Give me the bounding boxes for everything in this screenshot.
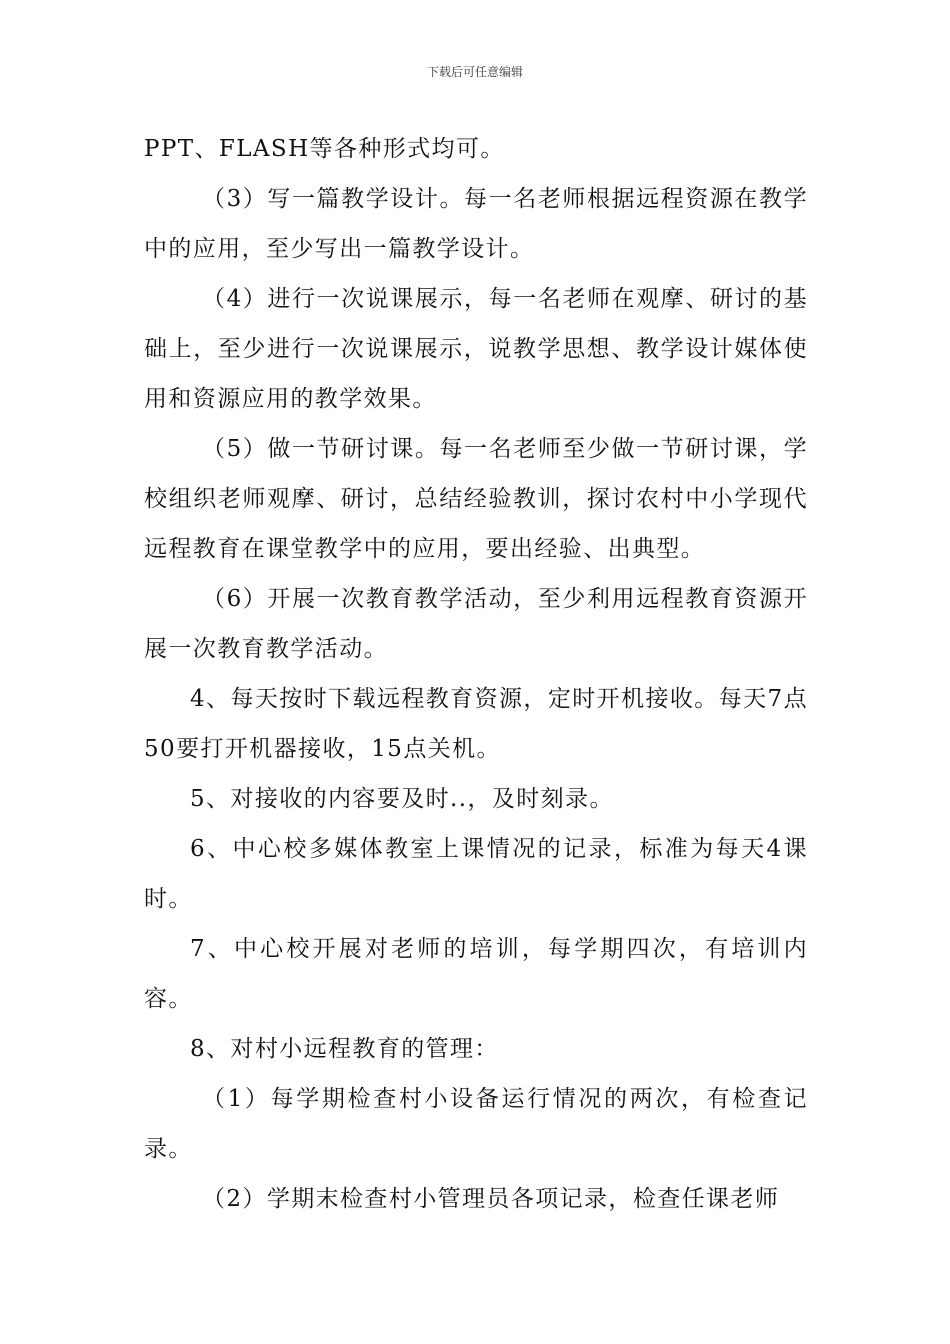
paragraph-subitem-2: （2）学期末检查村小管理员各项记录，检查任课老师 [202, 1186, 780, 1212]
paragraph-point-7: 7、中心校开展对老师的培训，每学期四次，有培训内容。 [144, 936, 808, 1012]
paragraph-item-6: （6）开展一次教育教学活动，至少利用远程教育资源开展一次教育教学活动。 [144, 586, 808, 662]
paragraph-point-8: 8、对村小远程教育的管理： [190, 1036, 499, 1062]
paragraph-item-3: （3）写一篇教学设计。每一名老师根据远程资源在教学中的应用，至少写出一篇教学设计。 [144, 186, 808, 262]
paragraph-item-5: （5）做一节研讨课。每一名老师至少做一节研讨课，学校组织老师观摩、研讨，总结经验教训，探讨农村中小学现代远程教育在课堂教学中的应用，要出经验、出典型。 [144, 436, 808, 562]
paragraph-format-note: PPT、FLASH等各种形式均可。 [144, 136, 505, 162]
paragraph-item-4: （4）进行一次说课展示，每一名老师在观摩、研讨的基础上，至少进行一次说课展示，说教学思想、教学设计媒体使用和资源应用的教学效果。 [144, 286, 808, 412]
paragraph-subitem-1: （1）每学期检查村小设备运行情况的两次，有检查记录。 [144, 1086, 808, 1162]
paragraph-point-4: 4、每天按时下载远程教育资源，定时开机接收。每天7点50要打开机器接收，15点关机。 [144, 686, 808, 762]
paragraph-point-6: 6、中心校多媒体教室上课情况的记录，标准为每天4课时。 [144, 836, 808, 912]
paragraph-point-5: 5、对接收的内容要及时..，及时刻录。 [190, 786, 614, 812]
document-body [144, 124, 808, 1224]
page-header: 下载后可任意编辑 [426, 65, 523, 79]
